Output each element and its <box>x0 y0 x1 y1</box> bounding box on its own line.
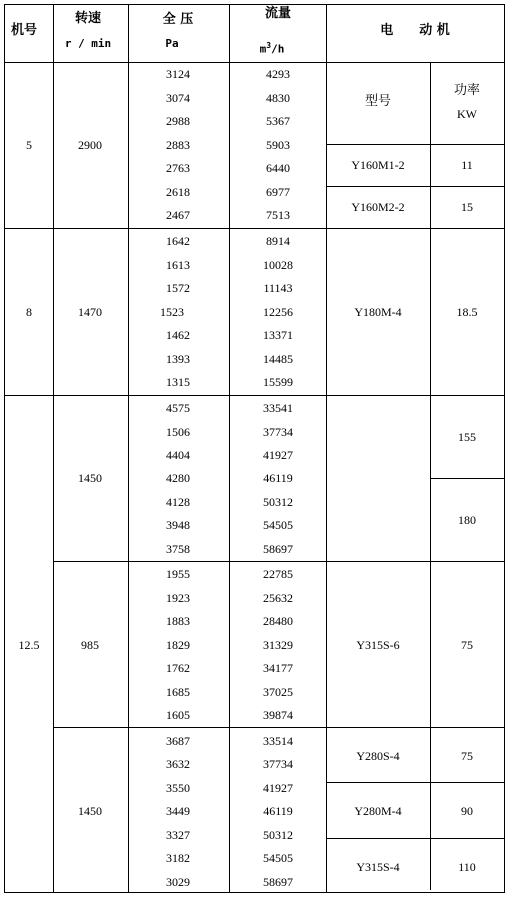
header-motor-power: 功率 <box>453 83 481 98</box>
flow-cell: 58697 <box>263 875 293 889</box>
motor-type-cell: Y160M2-2 <box>351 200 405 214</box>
model-cell: 8 <box>26 305 32 319</box>
flow-cell: 37734 <box>263 425 293 439</box>
column-divider <box>53 4 54 893</box>
pressure-cell: 1829 <box>166 638 190 652</box>
pressure-cell: 3948 <box>166 518 190 532</box>
pressure-cell: 2883 <box>166 138 190 152</box>
flow-cell: 10028 <box>263 258 293 272</box>
flow-cell: 54505 <box>263 518 293 532</box>
motor-type-cell: Y280M-4 <box>354 804 402 818</box>
motor-power-cell: 90 <box>461 804 473 818</box>
pressure-cell: 3327 <box>166 828 190 842</box>
pressure-cell: 2467 <box>166 208 190 222</box>
pressure-cell: 1955 <box>166 567 190 581</box>
pressure-cell: 1613 <box>166 258 190 272</box>
flow-cell: 14485 <box>263 352 293 366</box>
motor-power-cell: 155 <box>458 430 476 444</box>
flow-cell: 46119 <box>263 471 293 485</box>
header-motor-power-unit: KW <box>457 107 477 121</box>
column-divider <box>128 4 129 893</box>
header-divider <box>4 62 505 63</box>
row-divider <box>4 228 505 229</box>
pressure-cell: 1572 <box>166 281 190 295</box>
motor-type-cell: Y315S-4 <box>356 860 400 874</box>
flow-cell: 7513 <box>266 208 290 222</box>
row-divider <box>326 782 505 783</box>
pressure-cell: 3074 <box>166 91 190 105</box>
pressure-cell: 3124 <box>166 67 190 81</box>
flow-cell: 5367 <box>266 114 290 128</box>
pressure-cell: 4128 <box>166 495 190 509</box>
motor-power-cell: 15 <box>461 200 473 214</box>
header-pressure: 全 压 <box>162 12 194 27</box>
pressure-cell: 1642 <box>166 234 190 248</box>
pressure-cell: 3449 <box>166 804 190 818</box>
model-cell: 12.5 <box>18 638 40 652</box>
pressure-cell: 3758 <box>166 542 190 556</box>
table-border-bottom <box>4 892 505 893</box>
motor-power-cell: 110 <box>458 860 476 874</box>
flow-cell: 25632 <box>263 591 293 605</box>
motor-power-cell: 18.5 <box>456 305 478 319</box>
pressure-cell: 4404 <box>166 448 190 462</box>
pressure-cell: 1315 <box>166 375 190 389</box>
header-motor-type: 型号 <box>364 94 392 109</box>
pressure-cell: 1506 <box>166 425 190 439</box>
motor-power-cell: 75 <box>461 749 473 763</box>
flow-cell: 54505 <box>263 851 293 865</box>
pressure-cell: 1762 <box>166 661 190 675</box>
model-cell: 5 <box>26 138 32 152</box>
pressure-cell: 3182 <box>166 851 190 865</box>
header-flow-unit: $m^3/h$ <box>259 41 285 56</box>
pressure-cell: 4575 <box>166 401 190 415</box>
flow-cell: 37025 <box>263 685 293 699</box>
header-pressure-unit: Pa <box>165 37 179 50</box>
flow-cell: 41927 <box>263 781 293 795</box>
speed-cell: 1450 <box>78 804 102 818</box>
motor-power-cell: 11 <box>461 158 473 172</box>
flow-cell: 31329 <box>263 638 293 652</box>
flow-cell: 4293 <box>266 67 290 81</box>
row-divider <box>326 186 505 187</box>
flow-cell: 28480 <box>263 614 293 628</box>
flow-cell: 12256 <box>263 305 293 319</box>
flow-cell: 39874 <box>263 708 293 722</box>
pressure-cell: 1523 <box>160 305 184 319</box>
pressure-cell: 1685 <box>166 685 190 699</box>
row-divider <box>430 478 505 479</box>
flow-cell: 6440 <box>266 161 290 175</box>
flow-cell: 5903 <box>266 138 290 152</box>
speed-cell: 2900 <box>78 138 102 152</box>
pressure-cell: 2763 <box>166 161 190 175</box>
motor-type-cell: Y180M-4 <box>354 305 402 319</box>
row-divider <box>326 838 505 839</box>
speed-cell: 1450 <box>78 471 102 485</box>
pressure-cell: 1883 <box>166 614 190 628</box>
pressure-cell: 3550 <box>166 781 190 795</box>
header-speed-unit: r / min <box>64 37 112 50</box>
pressure-cell: 1393 <box>166 352 190 366</box>
pressure-cell: 1462 <box>166 328 190 342</box>
flow-cell: 34177 <box>263 661 293 675</box>
flow-cell: 58697 <box>263 542 293 556</box>
flow-cell: 46119 <box>263 804 293 818</box>
flow-cell: 41927 <box>263 448 293 462</box>
table-border-top <box>4 4 505 5</box>
row-divider <box>53 727 505 728</box>
speed-cell: 1470 <box>78 305 102 319</box>
pressure-cell: 3687 <box>166 734 190 748</box>
column-divider <box>326 4 327 893</box>
header-flow: 流量 <box>264 6 292 21</box>
flow-cell: 33541 <box>263 401 293 415</box>
column-divider <box>229 4 230 893</box>
motor-power-cell: 180 <box>458 513 476 527</box>
flow-cell: 50312 <box>263 828 293 842</box>
header-motor: 电 动 机 <box>380 23 450 38</box>
motor-type-cell: Y315S-6 <box>356 638 400 652</box>
flow-cell: 37734 <box>263 757 293 771</box>
motor-type-cell: Y280S-4 <box>356 749 400 763</box>
pressure-cell: 2988 <box>166 114 190 128</box>
header-model-no: 机号 <box>10 23 38 38</box>
pressure-cell: 1923 <box>166 591 190 605</box>
pressure-cell: 1605 <box>166 708 190 722</box>
speed-cell: 985 <box>81 638 99 652</box>
row-divider <box>4 395 505 396</box>
flow-cell: 6977 <box>266 185 290 199</box>
motor-type-cell: Y160M1-2 <box>351 158 405 172</box>
row-divider <box>53 561 505 562</box>
flow-cell: 11143 <box>263 281 293 295</box>
table-border-left <box>4 4 5 893</box>
flow-cell: 15599 <box>263 375 293 389</box>
motor-power-cell: 75 <box>461 638 473 652</box>
row-divider <box>326 144 505 145</box>
pressure-cell: 4280 <box>166 471 190 485</box>
flow-cell: 4830 <box>266 91 290 105</box>
header-speed: 转速 <box>74 11 102 26</box>
pressure-cell: 2618 <box>166 185 190 199</box>
pressure-cell: 3029 <box>166 875 190 889</box>
flow-cell: 50312 <box>263 495 293 509</box>
flow-cell: 22785 <box>263 567 293 581</box>
table-border-right <box>504 4 505 893</box>
flow-cell: 8914 <box>266 234 290 248</box>
pressure-cell: 3632 <box>166 757 190 771</box>
flow-cell: 13371 <box>263 328 293 342</box>
flow-cell: 33514 <box>263 734 293 748</box>
